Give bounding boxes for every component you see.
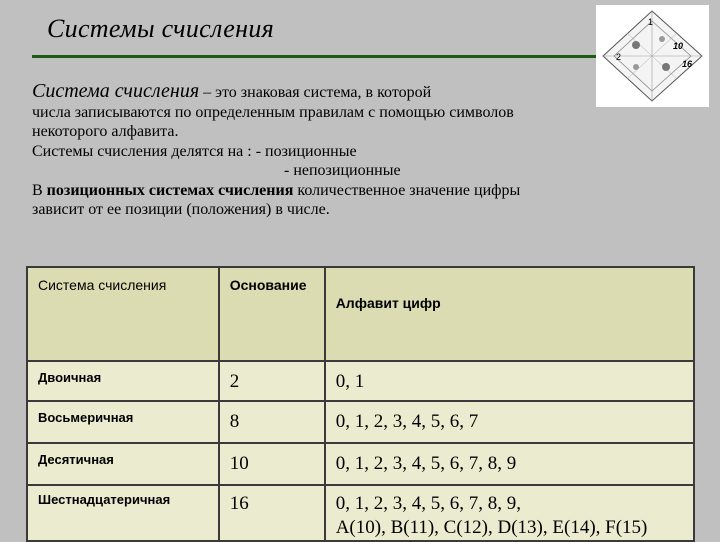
system-name: Двоичная (27, 361, 219, 401)
positional-line-2: зависит от ее позиции (положения) в числе. (32, 201, 330, 218)
classification-line-2: - непозиционные (284, 162, 401, 179)
page-title: Системы счисления (47, 14, 275, 43)
alphabet-line-1: 0, 1, 2, 3, 4, 5, 6, 7, 8, 9, (335, 493, 521, 514)
table-header-row (27, 267, 694, 361)
system-name: Шестнадцатеричная (27, 485, 219, 541)
system-base: 2 (219, 361, 325, 401)
system-alphabet (325, 485, 694, 541)
definition-term: Система счисления (32, 80, 200, 102)
header-system: Система счисления (27, 267, 219, 361)
definition-line-3: некоторого алфавита. (32, 123, 179, 140)
classification-line: Системы счисления делятся на : - позиционные (32, 142, 357, 160)
definition-line-1-rest: – это знаковая система, в которой (199, 84, 432, 101)
system-alphabet: 0, 1 (325, 361, 694, 401)
definition-text (32, 82, 672, 220)
logo-label-16: 16 (682, 59, 693, 69)
header-base: Основание (219, 267, 325, 361)
system-base: 8 (219, 401, 325, 443)
table-row (27, 485, 694, 541)
logo-label-10: 10 (673, 41, 684, 51)
system-alphabet: 0, 1, 2, 3, 4, 5, 6, 7 (325, 401, 694, 443)
system-name: Десятичная (27, 443, 219, 485)
logo-label-1: 1 (648, 17, 654, 27)
table-row (27, 361, 694, 401)
number-systems-table (26, 266, 695, 542)
definition-line-2: числа записываются по определенным правилам с помощью символов (32, 103, 514, 121)
positional-term: позиционных системах счисления (46, 181, 294, 199)
system-name: Восьмеричная (27, 401, 219, 443)
positional-pre: В (32, 181, 47, 199)
system-alphabet: 0, 1, 2, 3, 4, 5, 6, 7, 8, 9 (325, 443, 694, 485)
logo-label-2: 2 (616, 52, 622, 62)
header-alphabet: Алфавит цифр (325, 267, 694, 361)
positional-line-1 (32, 181, 672, 201)
table-row (27, 401, 694, 443)
system-base: 10 (219, 443, 325, 485)
table-row (27, 443, 694, 485)
system-base: 16 (219, 485, 325, 541)
positional-rest: количественное значение цифры (293, 181, 521, 199)
definition-line-1 (32, 82, 672, 103)
alphabet-line-2: A(10), B(11), C(12), D(13), E(14), F(15) (335, 517, 648, 538)
title-underline (32, 55, 600, 58)
